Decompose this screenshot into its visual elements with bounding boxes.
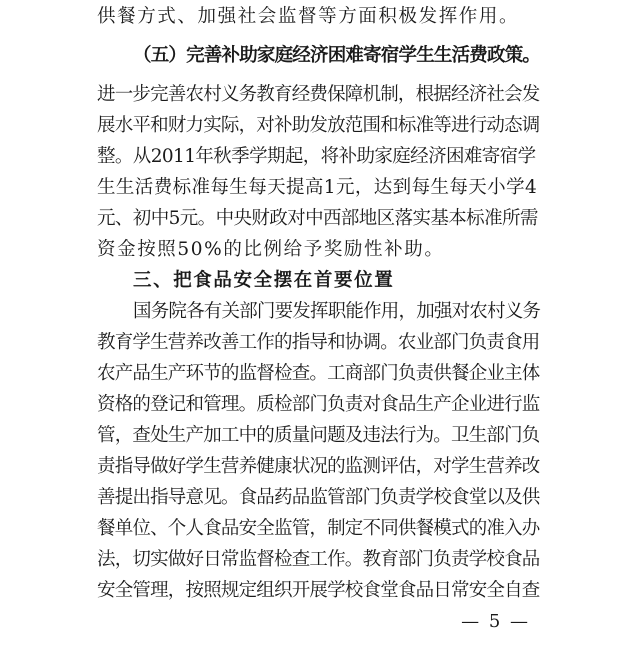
text-line-18: 法，切实做好日常监督检查工作。教育部门负责学校食品 [97,549,540,570]
text-line-3: 进一步完善农村义务教育经费保障机制，根据经济社会发 [97,84,540,105]
text-line-10: 国务院各有关部门要发挥职能作用，加强对农村义务 [133,301,541,322]
subsection-heading-5: （五）完善补助家庭经济困难寄宿学生生活费政策。 [133,45,541,66]
section-heading-3: 三、把食品安全摆在首要位置 [133,270,395,291]
text-line-19: 安全管理，按照规定组织开展学校食堂食品日常安全自查 [97,580,540,601]
text-line-7: 元、初中5元。中央财政对中西部地区落实基本标准所需 [97,208,538,229]
text-line-4: 展水平和财力实际，对补助发放范围和标准等进行动态调 [97,115,540,136]
page-number: — 5 — [461,611,530,632]
text-line-1: 供餐方式、加强社会监督等方面积极发挥作用。 [97,6,520,27]
text-line-11: 教育学生营养改善工作的指导和协调。农业部门负责食用 [97,332,540,353]
text-line-8: 资金按照50%的比例给予奖励性补助。 [97,239,445,260]
text-line-5: 整。从2011年秋季学期起，将补助家庭经济困难寄宿学 [97,146,536,167]
text-line-17: 餐单位、个人食品安全监管，制定不同供餐模式的准入办 [97,518,540,539]
text-line-16: 善提出指导意见。食品药品监管部门负责学校食堂以及供 [97,487,540,508]
text-line-12: 农产品生产环节的监督检查。工商部门负责供餐企业主体 [97,363,540,384]
text-line-6: 生生活费标准每生每天提高1元，达到每生每天小学4 [97,177,538,198]
text-line-15: 责指导做好学生营养健康状况的监测评估，对学生营养改 [97,456,540,477]
text-line-14: 管，查处生产加工中的质量问题及违法行为。卫生部门负 [97,425,540,446]
text-line-13: 资格的登记和管理。质检部门负责对食品生产企业进行监 [97,394,540,415]
